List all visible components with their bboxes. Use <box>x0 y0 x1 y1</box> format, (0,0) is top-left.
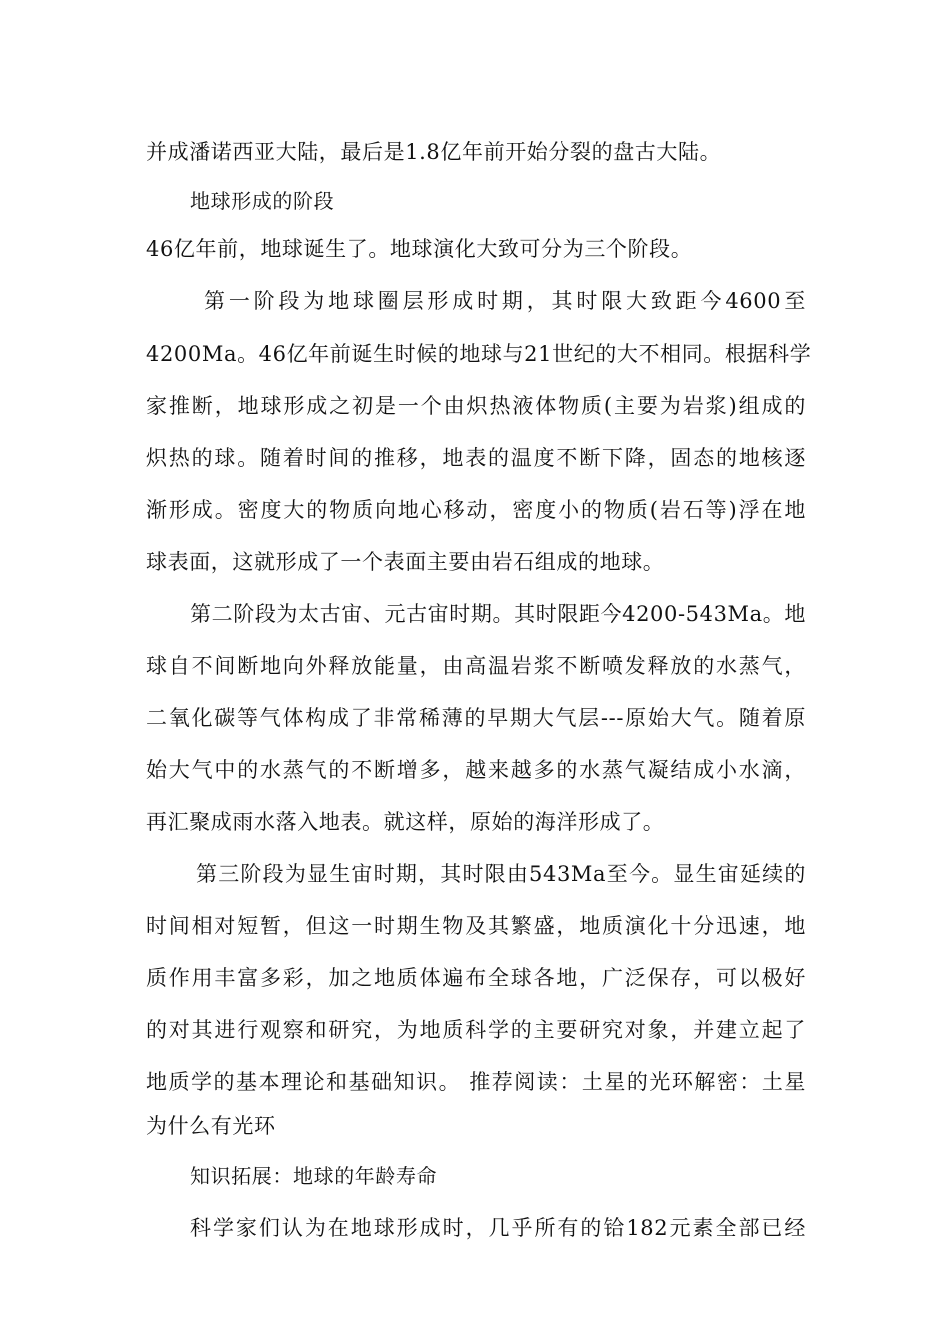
stage-one-line-5: 渐形成。密度大的物质向地心移动，密度小的物质(岩石等)浮在地 <box>146 498 806 522</box>
stage-two-line-5: 再汇聚成雨水落入地表。就这样，原始的海洋形成了。 <box>146 810 665 834</box>
stage-three-line-3: 质作用丰富多彩，加之地质体遍布全球各地，广泛保存，可以极好 <box>146 966 806 990</box>
stage-three-line-2: 时间相对短暂，但这一时期生物及其繁盛，地质演化十分迅速，地 <box>146 914 806 938</box>
stage-three-line-6: 为什么有光环 <box>146 1114 276 1138</box>
intro-line: 46亿年前，地球诞生了。地球演化大致可分为三个阶段。 <box>146 237 693 261</box>
stage-one-line-3: 家推断，地球形成之初是一个由炽热液体物质(主要为岩浆)组成的 <box>146 394 806 418</box>
stage-two-line-2: 球自不间断地向外释放能量，由高温岩浆不断喷发释放的水蒸气， <box>146 654 806 678</box>
stage-three-line-5: 地质学的基本理论和基础知识。 推荐阅读：土星的光环解密：土星 <box>146 1070 806 1094</box>
stage-one-line-6: 球表面，这就形成了一个表面主要由岩石组成的地球。 <box>146 550 665 574</box>
stage-three-line-4: 的对其进行观察和研究，为地质科学的主要研究对象，并建立起了 <box>146 1018 806 1042</box>
stage-two-line-1: 第二阶段为太古宙、元古宙时期。其时限距今4200-543Ma。地 <box>190 602 806 626</box>
section-heading-earth-formation-stages: 地球形成的阶段 <box>190 189 335 213</box>
knowledge-extension-heading: 知识拓展：地球的年龄寿命 <box>190 1164 438 1188</box>
paragraph-continuation-line: 并成潘诺西亚大陆，最后是1.8亿年前开始分裂的盘古大陆。 <box>146 140 722 164</box>
stage-one-line-2: 4200Ma。46亿年前诞生时候的地球与21世纪的大不相同。根据科学 <box>146 342 812 366</box>
stage-two-line-3: 二氧化碳等气体构成了非常稀薄的早期大气层---原始大气。随着原 <box>146 706 806 730</box>
stage-two-line-4: 始大气中的水蒸气的不断增多，越来越多的水蒸气凝结成小水滴， <box>146 758 806 782</box>
stage-one-line-1: 第一阶段为地球圈层形成时期，其时限大致距今4600至 <box>204 289 806 313</box>
stage-one-line-4: 炽热的球。随着时间的推移，地表的温度不断下降，固态的地核逐 <box>146 446 806 470</box>
stage-three-line-1: 第三阶段为显生宙时期，其时限由543Ma至今。显生宙延续的 <box>196 862 806 886</box>
closing-line: 科学家们认为在地球形成时，几乎所有的铪182元素全部已经 <box>190 1216 806 1240</box>
